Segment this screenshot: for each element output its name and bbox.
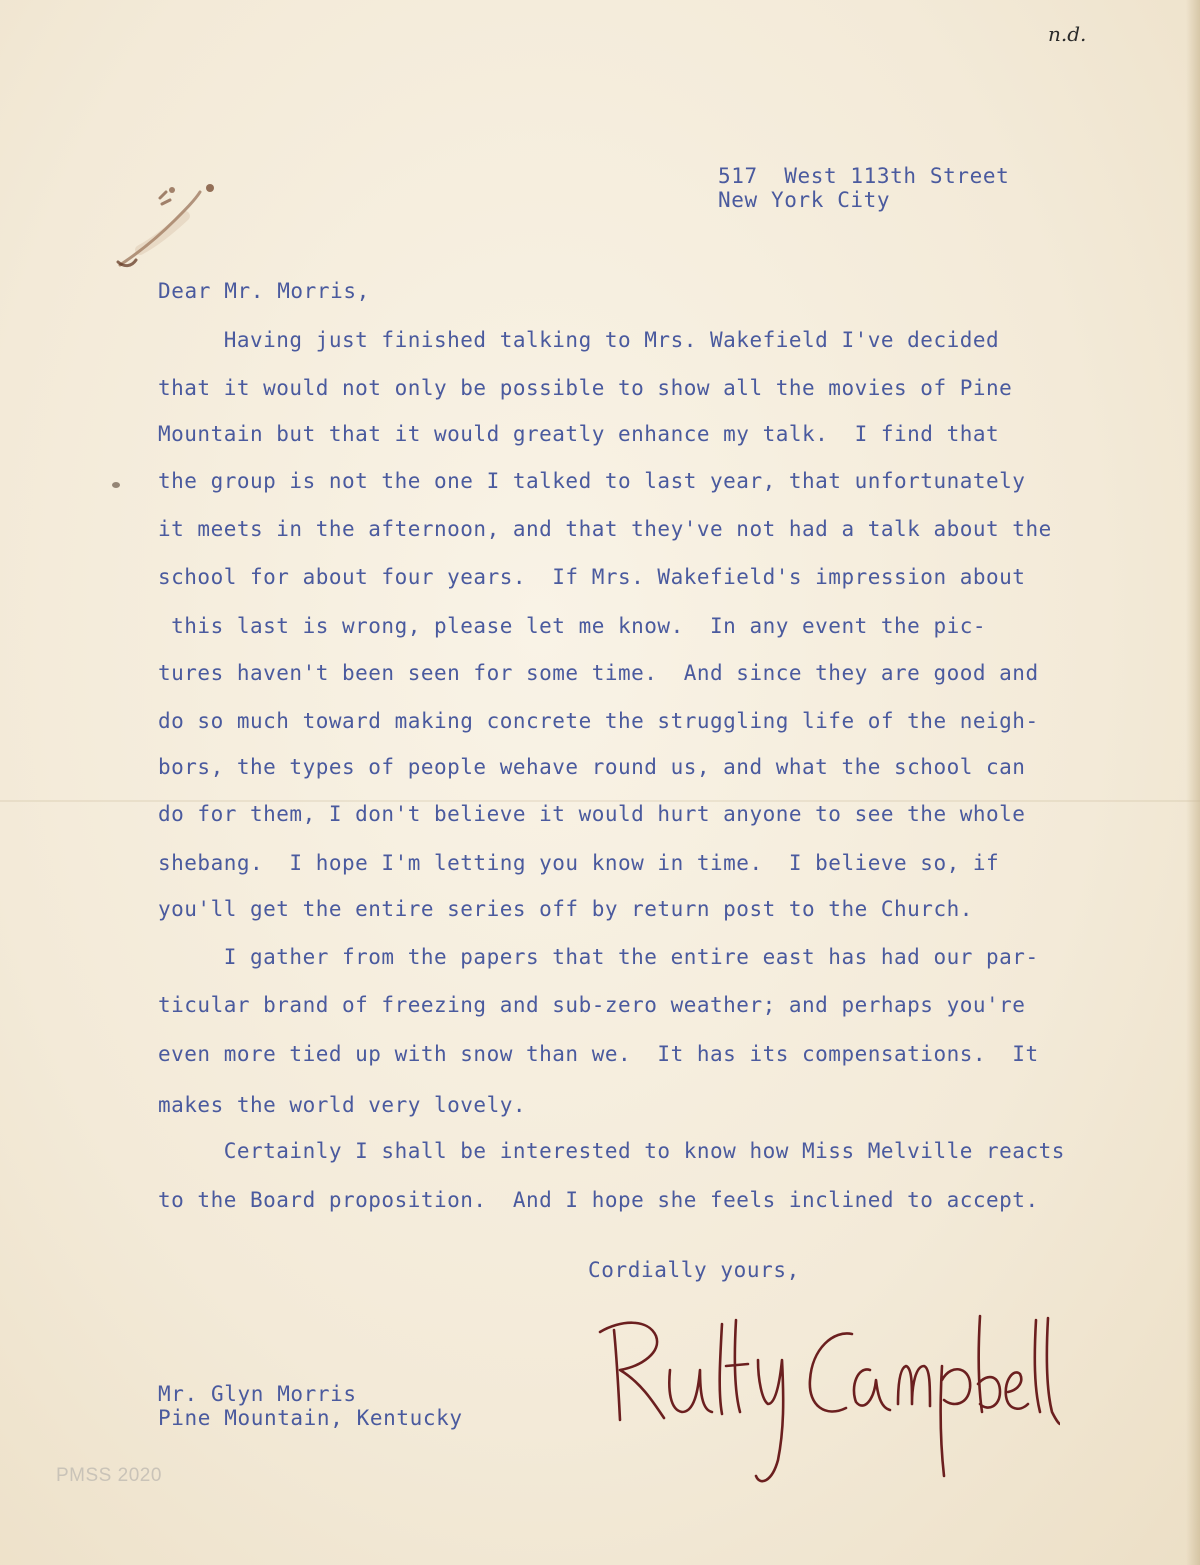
body-line-18: Certainly I shall be interested to know how Miss Melville reacts	[158, 1139, 1065, 1163]
body-line-6: school for about four years. If Mrs. Wakefield's impression about	[158, 565, 1026, 589]
body-line-4: the group is not the one I talked to last year, that unfortunately	[158, 469, 1026, 493]
body-line-8: tures haven't been seen for some time. And since they are good and	[158, 661, 1039, 685]
recipient-line-1: Mr. Glyn Morris	[158, 1382, 357, 1406]
recipient-address	[158, 1382, 463, 1430]
body-line-15: ticular brand of freezing and sub-zero weather; and perhaps you're	[158, 993, 1026, 1017]
body-line-2: that it would not only be possible to show all the movies of Pine	[158, 376, 1013, 400]
archive-watermark: PMSS 2020	[56, 1465, 162, 1486]
salutation: Dear Mr. Morris,	[158, 279, 370, 303]
recipient-line-2: Pine Mountain, Kentucky	[158, 1406, 463, 1430]
body-line-7: this last is wrong, please let me know. In any event the pic-	[158, 614, 987, 638]
body-line-13: you'll get the entire series off by return post to the Church.	[158, 897, 973, 921]
body-line-17: makes the world very lovely.	[158, 1093, 527, 1117]
body-line-5: it meets in the afternoon, and that they've not had a talk about the	[158, 517, 1052, 541]
corner-note: n.d.	[1048, 22, 1087, 46]
body-line-9: do so much toward making concrete the struggling life of the neigh-	[158, 709, 1039, 733]
signature	[590, 1300, 1060, 1500]
body-line-11: do for them, I don't believe it would hurt anyone to see the whole	[158, 802, 1026, 826]
body-line-3: Mountain but that it would greatly enhance my talk. I find that	[158, 422, 1000, 446]
ink-dot	[112, 482, 120, 488]
body-line-16: even more tied up with snow than we. It has its compensations. It	[158, 1042, 1039, 1066]
closing: Cordially yours,	[588, 1258, 800, 1282]
address-line-1: 517 West 113th Street	[718, 164, 1010, 188]
ink-stain	[100, 170, 240, 290]
body-line-12: shebang. I hope I'm letting you know in time. I believe so, if	[158, 851, 1000, 875]
body-line-14: I gather from the papers that the entire east has had our par-	[158, 945, 1039, 969]
body-line-1: Having just finished talking to Mrs. Wakefield I've decided	[158, 328, 1000, 352]
address-line-2: New York City	[718, 188, 891, 212]
body-line-19: to the Board proposition. And I hope she feels inclined to accept.	[158, 1188, 1039, 1212]
body-line-10: bors, the types of people wehave round us, and what the school can	[158, 755, 1026, 779]
sender-address	[718, 164, 1009, 212]
paper-edge-shadow	[1186, 0, 1200, 1565]
